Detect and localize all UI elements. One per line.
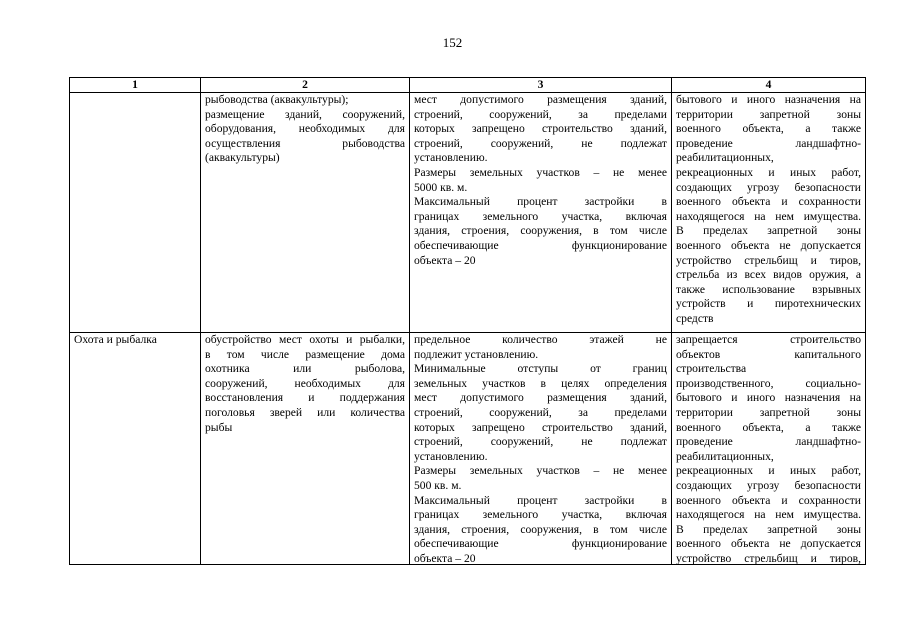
cell-text-line: рекреационных и иных работ, [676, 464, 861, 478]
cell-text-line: реабилитационных, [676, 449, 774, 463]
cell-text-line: мест допустимого размещения зданий, [414, 93, 667, 106]
cell-text-line: Охота и рыбалка [74, 333, 157, 346]
cell-text-line: строений, сооружений, за пределами [414, 405, 667, 419]
cell-text-line: 5000 кв. м. [414, 180, 468, 194]
cell-parameters [410, 93, 672, 333]
cell-text-line: устройств и пиротехнических [676, 297, 861, 311]
cell-text-line: проведение ландшафтно- [676, 136, 861, 150]
cell-text-line: создающих угрозу безопасности [676, 180, 861, 194]
cell-text-line: размещение зданий, сооружений, [205, 107, 405, 121]
cell-text-line: объекта – 20 [414, 253, 476, 267]
cell-text-line: стрельба из всех видов оружия, а [676, 268, 861, 282]
cell-text-line: Минимальные отступы от границ [414, 362, 667, 376]
cell-text-line: обеспечивающие функционирование [414, 537, 667, 551]
header-cell-3: 3 [410, 78, 672, 93]
cell-text-line: устройство стрельбищ и тиров, [676, 551, 861, 564]
table-row [70, 333, 866, 565]
cell-text-line: военного объекта не допускается [676, 238, 861, 252]
cell-text-line: земельных участков в целях определения [414, 376, 667, 390]
cell-text-line: 500 кв. м. [414, 478, 462, 492]
table-row [70, 93, 866, 333]
cell-text-line: здания, строения, сооружения, в том числе [414, 224, 667, 238]
cell-text-line: границах земельного участка, включая [414, 209, 667, 223]
cell-text-line: которых запрещено строительство зданий, [414, 420, 667, 434]
zoning-table [69, 77, 866, 565]
cell-text-line: объекта – 20 [414, 551, 476, 564]
cell-use-name [70, 93, 201, 333]
cell-text-line: поголовья зверей или количества [205, 405, 405, 419]
cell-text-line: границах земельного участка, включая [414, 508, 667, 522]
cell-parameters [410, 333, 672, 565]
header-cell-1: 1 [70, 78, 201, 93]
cell-text-line: военного объекта, а также [676, 420, 861, 434]
cell-text-line: реабилитационных, [676, 151, 774, 165]
cell-text-line: в том числе размещение дома [205, 347, 405, 361]
cell-text-line: рекреационных и иных работ, [676, 165, 861, 179]
cell-text-line: установлению. [414, 151, 488, 165]
cell-text-line: строений, сооружений, не подлежат [414, 136, 667, 150]
cell-restrictions [672, 333, 866, 565]
cell-text-line: военного объекта и сохранности [676, 493, 861, 507]
cell-text-line: охотника или рыболова, [205, 362, 405, 376]
cell-text-line: создающих угрозу безопасности [676, 478, 861, 492]
cell-text-line: строительства [676, 362, 747, 376]
cell-text-line: объектов капитального [676, 347, 861, 361]
cell-text-line: территории запретной зоны [676, 405, 861, 419]
cell-text-line: здания, строения, сооружения, в том числе [414, 522, 667, 536]
cell-text-line: оборудования, необходимых для [205, 122, 405, 136]
cell-text-line: рыбоводства (аквакультуры); [205, 93, 349, 106]
cell-restrictions [672, 93, 866, 333]
cell-text-line: устройство стрельбищ и тиров, [676, 253, 861, 267]
cell-text-line: В пределах запретной зоны [676, 522, 861, 536]
cell-text-line: обустройство мест охоты и рыбалки, [205, 333, 405, 346]
cell-text-line: сооружений, необходимых для [205, 376, 405, 390]
cell-text-line: восстановления и поддержания [205, 391, 405, 405]
header-cell-2: 2 [201, 78, 410, 93]
cell-use-description [201, 93, 410, 333]
cell-text-line: запрещается строительство [676, 333, 861, 346]
header-cell-4: 4 [672, 78, 866, 93]
cell-text-line: бытового и иного назначения на [676, 391, 861, 405]
cell-text-line: рыбы [205, 420, 233, 434]
cell-text-line: мест допустимого размещения зданий, [414, 391, 667, 405]
cell-text-line: военного объекта не допускается [676, 537, 861, 551]
page-number: 152 [442, 35, 463, 50]
cell-text-line: находящегося на нем имущества. [676, 209, 861, 223]
cell-text-line: бытового и иного назначения на [676, 93, 861, 106]
cell-text-line: строений, сооружений, не подлежат [414, 435, 667, 449]
cell-text-line: предельное количество этажей не [414, 333, 667, 346]
cell-text-line: производственного, социально- [676, 376, 861, 390]
cell-text-line: средств [676, 311, 714, 325]
cell-use-name [70, 333, 201, 565]
cell-text-line: которых запрещено строительство зданий, [414, 122, 667, 136]
cell-text-line: также использование взрывных [676, 282, 861, 296]
cell-text-line: В пределах запретной зоны [676, 224, 861, 238]
cell-text-line: военного объекта и сохранности [676, 195, 861, 209]
cell-text-line: обеспечивающие функционирование [414, 238, 667, 252]
cell-text-line: Размеры земельных участков – не менее [414, 464, 667, 478]
cell-text-line: установлению. [414, 449, 488, 463]
cell-text-line: находящегося на нем имущества. [676, 508, 861, 522]
cell-use-description [201, 333, 410, 565]
cell-text-line: проведение ландшафтно- [676, 435, 861, 449]
cell-text-line: осуществления рыбоводства [205, 136, 405, 150]
cell-text-line: (аквакультуры) [205, 151, 280, 165]
cell-text-line: подлежит установлению. [414, 347, 539, 361]
cell-text-line: военного объекта, а также [676, 122, 861, 136]
cell-text-line: территории запретной зоны [676, 107, 861, 121]
cell-text-line: строений, сооружений, за пределами [414, 107, 667, 121]
cell-text-line: Размеры земельных участков – не менее [414, 165, 667, 179]
table-header-row [70, 78, 866, 93]
cell-text-line: Максимальный процент застройки в [414, 195, 667, 209]
cell-text-line: Максимальный процент застройки в [414, 493, 667, 507]
